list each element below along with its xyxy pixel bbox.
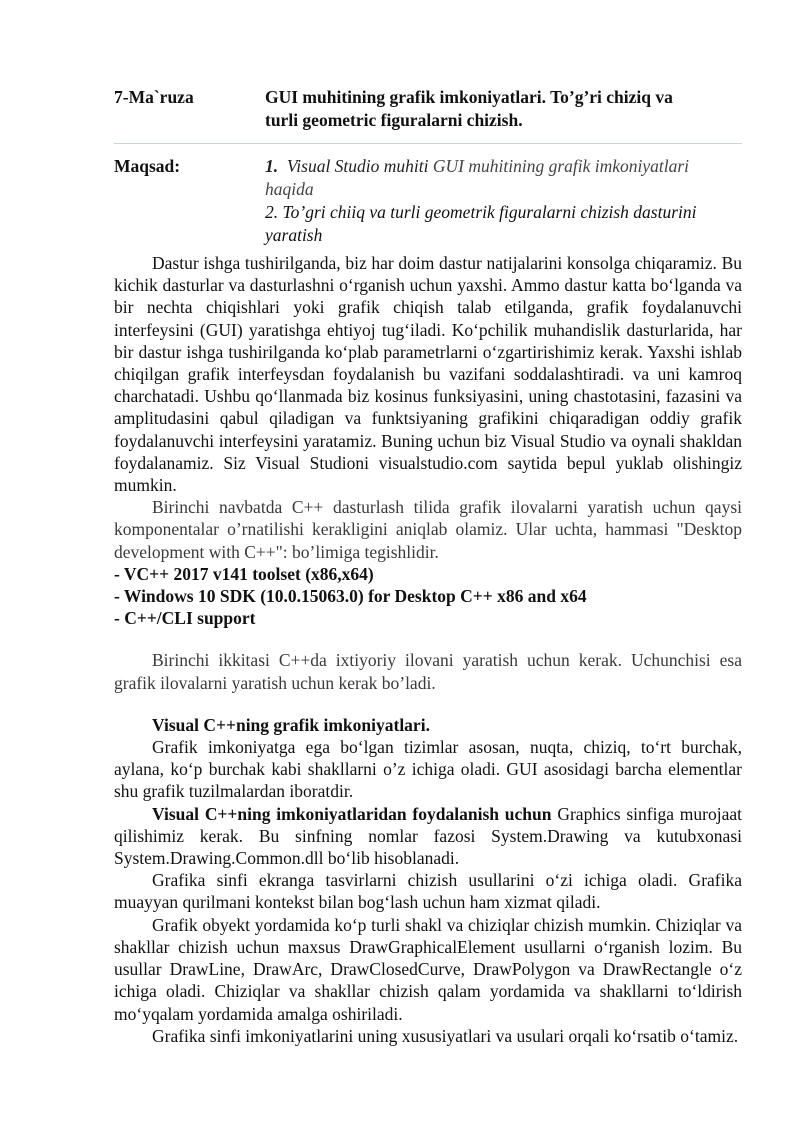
header-divider (114, 143, 742, 144)
component-list-item: - VC++ 2017 v141 toolset (x86,x64) (114, 563, 374, 584)
lecture-title (265, 86, 742, 132)
paragraph-4: Grafik imkoniyatga ega bo‘lgan tizimlar asosan, nuqta, chiziq, to‘rt burchak, aylana, ko‘p burchak kabi shakllarni o’z ichiga oladi. GUI asosidagi barcha elementlar shu grafik tuzilmalardan iboratdir. (114, 737, 742, 802)
paragraph-2: Birinchi navbatda C++ dasturlash tilida grafik ilovalarni yaratish uchun qaysi komponentalar o’rnatilishi kerakligini aniqlab olamiz. Ular uchta, hammasi "Desktop development with C++": bo’limiga tegishlidir. (114, 497, 742, 562)
lecture-header (114, 86, 742, 132)
goal-item-1-number: 1. (265, 156, 279, 176)
lecture-title-line-2: turli geometric figuralarni chizish. (265, 110, 523, 130)
paragraph-8: Grafika sinfi imkoniyatlarini uning xususiyatlari va usulari orqali ko‘rsatib o‘tamiz. (152, 1025, 739, 1046)
paragraph-5-rest: Graphics sinfiga murojaat qilishimiz kerak. Bu sinfning nomlar fazosi System.Drawing va kutubxonasi System.Drawing.Common.dll bo‘lib hisoblanadi. (114, 803, 742, 869)
goal-label: Maqsad: (114, 156, 181, 176)
component-list-item: - C++/CLI support (114, 608, 256, 629)
paragraph-5 (114, 803, 742, 870)
lecture-title-line-1: GUI muhitining grafik imkoniyatlari. To’g’ri chiziq va (265, 87, 673, 107)
lecture-label: 7-Ma`ruza (114, 87, 194, 107)
document-page (114, 86, 742, 1047)
goal-item-1 (265, 155, 742, 201)
paragraph-1: Dastur ishga tushirilganda, biz har doim dastur natijalarini konsolga chiqaramiz. Bu kichik dasturlar va dasturlashni o‘rganish uchun yaxshi. Ammo dastur katta bo‘lganda va bir nechta chiqishlari yoki grafik chiqish talab etilganda, grafik foydalanuvchi interfeysini (GUI) yaratishga ehtiyoj tug‘iladi. Ko‘pchilik muhandislik dasturlarida, har bir dastur ishga tushirilganda ko‘plab parametrlarni o‘zgartirishimiz kerak. Yaxshi ishlab chiqilgan grafik interfeysdan foydalanish bu vazifani soddalashtiradi. va uni kamroq charchatadi. Ushbu qo‘llanmada biz kosinus funksiyasini, uning chastotasini, fazasini va amplitudasini qabul qiladigan va funktsiyaning grafikini chiqaradigan oddiy grafik foydalanuvchi interfeysini yaratamiz. Buning uchun biz Visual Studio va oynali shakldan foydalanamiz. Siz Visual Studioni visualstudio.com saytida bepul yuklab olishingiz mumkin. (114, 253, 742, 496)
goal-item-1-text-a: Visual Studio muhiti (286, 156, 429, 176)
component-list-item: - Windows 10 SDK (10.0.15063.0) for Desktop C++ x86 and x64 (114, 586, 587, 607)
paragraph-5-bold: Visual C++ning imkoniyatlaridan foydalanish uchun (152, 803, 552, 824)
goal-item-2: 2. To’gri chiiq va turli geometrik figuralarni chizish dasturini yaratish (265, 202, 697, 245)
goal-section (114, 155, 742, 247)
paragraph-3: Birinchi ikkitasi C++da ixtiyoriy ilovani yaratish uchun kerak. Uchunchisi esa grafik ilovalarni yaratish uchun kerak bo’ladi. (114, 650, 742, 693)
section-heading: Visual C++ning grafik imkoniyatlari. (152, 714, 430, 735)
paragraph-6: Grafika sinfi ekranga tasvirlarni chizish usullarini o‘zi ichiga oladi. Grafika muayyan qurilmani kontekst bilan bog‘lash uchun ham xizmat qiladi. (114, 870, 742, 913)
paragraph-7: Grafik obyekt yordamida ko‘p turli shakl va chiziqlar chizish mumkin. Chiziqlar va shakllar chizish uchun maxsus DrawGraphicalElement usullarni o‘rganish lozim. Bu usullar DrawLine, DrawArc, DrawClosedCurve, DrawPolygon va DrawRectangle o‘z ichiga oladi. Chiziqlar va shakllar chizish qalam yordamida va shakllarni to‘ldirish mo‘yqalam yordamida amalga oshiriladi. (114, 914, 742, 1024)
goal-items (265, 155, 742, 247)
goal-item-1-text-b: GUI muhitining grafik imkoniyatlari haqida (265, 156, 690, 199)
